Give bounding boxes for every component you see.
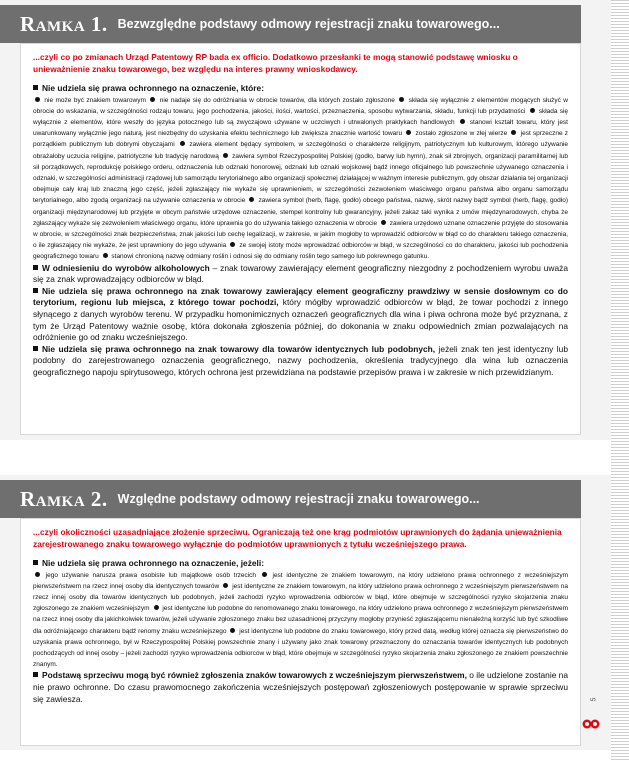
box2-heading: Nie udziela się prawa ochronnego na oznaczenie, jeżeli:: [33, 558, 568, 570]
list-item: jest sprzeczne z porządkiem publicznym lub dobrymi obyczajami: [33, 130, 568, 149]
round-bullet-icon: [154, 605, 159, 610]
list-item: jest identyczne ze znakiem towarowym, na który udzielono prawa ochronnego z wcześniejszym pierwszeństwem na rzecz innej osoby dla towarów identycznych lub podobnych, jeżeli zachodzi ryzyko wprowadzenia odbiorców w błąd, które obejmuje w szczególności ryzyko skojarzenia znaku zgłoszonego ze znakiem wcześniejszym: [33, 582, 568, 613]
box2-title: Względne podstawy odmowy rejestracji znaku towarowego...: [117, 492, 480, 506]
list-item: zawiera symbol (herb, flagę, godło) obcego państwa, nazwę, skrót nazwy bądź symbol (herb, flagę, godło) organizacji międzynarodowej lub przyjęte w obcym państwie urzędowe oznaczenie, stempel kontrolny lub gwarancyjny, jeżeli zakaz taki wynika z umów międzynarodowych, chyba że zgłaszający wykaże się zezwoleniem właściwego organu, które uprawnia go do używania takiego oznaczenia w obrocie: [33, 197, 569, 227]
publisher-logo-icon: [582, 718, 600, 730]
round-bullet-icon: [150, 97, 155, 102]
box1-para-alcohol: W odniesieniu do wyrobów alkoholowych – znak towarowy zawierający element geograficzny niezgodny z pochodzeniem wyrobu uważa się za znak wprowadzający odbiorców w błąd.: [33, 262, 568, 285]
round-bullet-icon: [230, 628, 235, 633]
round-bullet-icon: [381, 220, 386, 225]
box1-content: [20, 43, 581, 435]
list-item: nie może być znakiem towarowym: [44, 96, 146, 104]
box2-para-priority: Podstawą sprzeciwu mogą być również zgłoszenia znaków towarowych z wcześniejszym pierwszeństwem, o ile udzielone zostanie na nie prawo ochronne. Do czasu prawomocnego zakończenia wcześniejszych postępowań zgłoszeniowych postępowanie w sprawie sprzeciwu się zawiesza.: [33, 670, 568, 704]
box2-content: [20, 518, 581, 746]
box1-para-geographic: Nie udziela się prawa ochronnego na znak towarowy zawierający element geograficzny prawdziwy w sensie dosłownym co do terytorium, regionu lub miejsca, z którego towar pochodzi, który mógłby wprowadzić odbiorców w błąd, że towar pochodzi z innego słynącego z danych wyrobów terenu. W przypadku homonimicznych oznaczeń geograficznych dla wina i piwa ochrona może być przyznana, z tym że Urząd Patentowy ważnie osobę, która dokonała zgłoszenia później, do dokonania w znaku odpowiednich zmian pozwalających na odróżnienie go od znaku wcześniejszego.: [33, 285, 568, 343]
round-bullet-icon: [35, 572, 40, 577]
round-bullet-icon: [460, 119, 465, 124]
list-item: składa się wyłącznie z elementów mogących służyć w obrocie do wskazania, w szczególności rodzaju towaru, jego pochodzenia, jakości, ilości, wartości, przeznaczenia, sposobu wytwarzania, składu, funkcji lub przydatności: [33, 96, 568, 115]
round-bullet-icon: [406, 130, 411, 135]
box1-title: Bezwzględne podstawy odmowy rejestracji znaku towarowego...: [117, 17, 500, 31]
round-bullet-icon: [230, 242, 235, 247]
list-item: zostało zgłoszone w złej wierze: [415, 130, 508, 138]
list-item: stanowi kształt towaru, który jest uwarunkowany wyłącznie jego naturą, jest niezbędny do uzyskania efektu technicznego lub zwiększa znacznie wartość towaru: [33, 119, 568, 138]
round-bullet-icon: [530, 108, 535, 113]
round-bullet-icon: [223, 153, 228, 158]
box1-number: Ramka 1.: [20, 11, 108, 36]
list-item: zawiera urzędowo uznane oznaczenie przyjęte do stosowania w obrocie, w szczególności znak bezpieczeństwa, znak jakości lub cechę legalizacji, w zakresie, w jakim mogłoby to wprowadzić odbiorców w błąd co do charakteru takiego oznaczenia, o ile zgłaszający nie wykaże, że jest uprawniony do jego używania: [33, 219, 569, 250]
round-bullet-icon: [511, 130, 516, 135]
box1-para-identical: Nie udziela się prawa ochronnego na znak towarowy dla towarów identycznych lub podobnych, jeżeli znak ten jest identyczny lub podobny do zarejestrowanego oznaczenia geograficznego, nazwy pochodzenia, określenia tradycyjnego dla wina lub oznaczenia geograficznego napoju spirytusowego, których ochrona jest przewidziana na podstawie przepisów prawa i w zakresie w nich przewidzianym.: [33, 343, 568, 377]
round-bullet-icon: [35, 97, 40, 102]
square-bullet-icon: [33, 288, 38, 293]
page-number: 5: [590, 697, 598, 702]
list-item: jest identyczne lub podobne do znaku towarowego, który przed datą, według której oznacza się pierwszeństwo do uzyskania prawa ochronnego, był w Rzeczypospolitej Polskiej powszechnie znany i używany jako znak towarowy przeznaczony do oznaczania towarów identycznych lub podobnych pochodzących od innej osoby – jeżeli zachodzi ryzyko wprowadzenia odbiorców w błąd, które obejmuje w szczególności ryzyko skojarzenia znaku zgłoszonego ze znakiem powszechnie znanym.: [33, 627, 569, 669]
list-item: jego używanie narusza prawa osobiste lub majątkowe osób trzecich: [45, 571, 257, 579]
box2-list: [33, 570, 568, 671]
square-bullet-icon: [33, 265, 38, 270]
box2-panel: [0, 475, 611, 750]
box2-number: Ramka 2.: [20, 486, 108, 511]
list-item: składa się wyłącznie z elementów, które weszły do języka potocznego lub są zwyczajowo używane w uczciwych i utrwalonych praktykach handlowych: [33, 107, 568, 126]
round-bullet-icon: [180, 141, 185, 146]
square-bullet-icon: [33, 85, 38, 90]
square-bullet-icon: [33, 560, 38, 565]
list-item: nie nadaje się do odróżniania w obrocie towarów, dla których zostało zgłoszone: [159, 96, 395, 104]
box2-intro: ...czyli okoliczności uzasadniające złożenie sprzeciwu. Ograniczają też one krąg podmiotów uprawnionych do żądania unieważnienia zarejestrowanego znaku towarowego wyłącznie do podmiotów uprawnionych z tytułu wcześniejszego prawa.: [33, 527, 562, 549]
box1-list: [33, 95, 568, 263]
box1-title-bar: [0, 5, 581, 43]
list-item: jest identyczne lub podobne do renomowanego znaku towarowego, na który udzielono prawa ochronnego z wcześniejszym pierwszeństwem na rzecz innej osoby dla jakichkolwiek towarów, jeżeli używanie zgłoszonego znaku bez uzasadnionej przyczyny mogłoby przynieść zgłaszającemu nienależną korzyść lub być szkodliwe dla odróżniającego charakteru bądź renomy znaku wcześniejszego: [33, 605, 569, 635]
list-item: zawiera element będący symbolem, w szczególności o charakterze religijnym, patriotycznym lub kulturowym, którego używanie obrażałoby uczucia religijne, patriotyczne lub tradycję narodową: [33, 141, 569, 160]
box1-intro: ...czyli co po zmianach Urząd Patentowy RP bada ex officio. Dodatkowo przesłanki te mogą stanowić podstawę wniosku o unieważnienie znaku towarowego, bez względu na interes prawny wnioskodawcy.: [33, 52, 518, 74]
decorative-stripes: [611, 0, 629, 760]
square-bullet-icon: [33, 672, 38, 677]
round-bullet-icon: [262, 572, 267, 577]
round-bullet-icon: [249, 197, 254, 202]
box1-heading: Nie udziela się prawa ochronnego na oznaczenie, które:: [33, 83, 568, 95]
round-bullet-icon: [223, 583, 228, 588]
round-bullet-icon: [103, 253, 108, 258]
list-item: jest identyczne ze znakiem towarowym, na który udzielono prawa ochronnego z wcześniejszym pierwszeństwem na rzecz innej osoby dla identycznych towarów: [33, 571, 569, 590]
list-item: stanowi chronioną nazwę odmiany roślin i odnosi się do odmiany roślin tego samego lub pokrewnego gatunku.: [111, 253, 429, 261]
square-bullet-icon: [33, 346, 38, 351]
list-item: ze swojej istoty może wprowadzać odbiorców w błąd, w szczególności co do charakteru, jakości lub pochodzenia geograficznego towaru: [33, 242, 568, 261]
round-bullet-icon: [399, 97, 404, 102]
box2-title-bar: [0, 480, 581, 518]
list-item: zawiera symbol Rzeczypospolitej Polskiej (godło, barwy lub hymn), znak sił zbrojnych, organizacji paramilitarnej lub sił porządkowych, reprodukcję polskiego orderu, odznaczenia lub odznaki honorowej, odznaki lub oznaki wojskowej bądź innego oficjalnego lub powszechnie używanego oznaczenia i odznaki, w szczególności administracji rządowej lub samorządu terytorialnego albo organizacji społecznej działającej w ważnym interesie publicznym, gdy obszar działania tej organizacji obejmuje cały kraj lub znaczną jego część, jeżeli zgłaszający nie wykaże się uprawnieniem, w szczególności zezwoleniem właściwego organu państwa albo organu samorządu terytorialnego, albo zgodą organizacji na używanie oznaczenia w obrocie: [33, 152, 568, 205]
